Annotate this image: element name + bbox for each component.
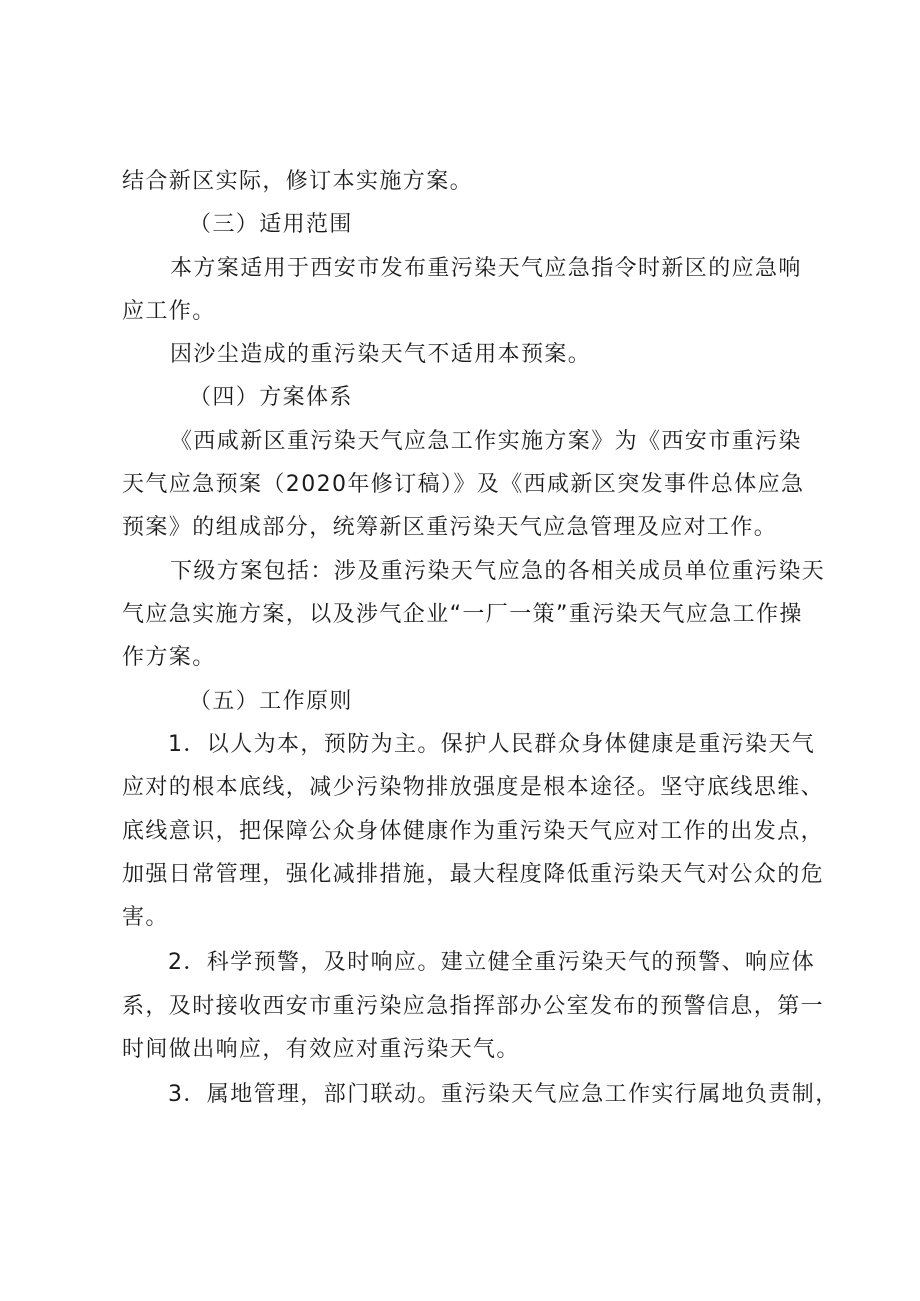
paragraph-line: 《西咸新区重污染天气应急工作实施方案》为《西安市重污染 [170,429,802,454]
paragraph-line: 害。 [122,905,169,930]
paragraph-line: 天气应急预案（2020年修订稿）》及《西咸新区突发事件总体应急 [122,472,805,497]
paragraph-line: 系，及时接收西安市重污染应急指挥部办公室发布的预警信息，第一 [122,994,825,1019]
section-heading-scope: （三）适用范围 [189,212,353,237]
paragraph-line: 下级方案包括：涉及重污染天气应急的各相关成员单位重污染天 [170,559,826,584]
paragraph-line: 时间做出响应，有效应对重污染天气。 [122,1037,520,1062]
paragraph-line: 作方案。 [122,645,216,670]
section-heading-system: （四）方案体系 [189,385,353,410]
paragraph-line: 本方案适用于西安市发布重污染天气应急指令时新区的应急响 [170,256,802,281]
paragraph-line: 3．属地管理，部门联动。重污染天气应急工作实行属地负责制， [168,1082,839,1107]
paragraph-line: 应工作。 [122,299,216,324]
paragraph-line: 加强日常管理，强化减排措施，最大程度降低重污染天气对公众的危 [122,862,825,887]
paragraph-line: 底线意识，把保障公众身体健康作为重污染天气应对工作的出发点， [122,819,825,844]
paragraph-line: 因沙尘造成的重污染天气不适用本预案。 [170,342,592,367]
paragraph-line: 应对的根本底线，减少污染物排放强度是根本途径。坚守底线思维、 [122,775,825,800]
paragraph-line: 预案》的组成部分，统筹新区重污染天气应急管理及应对工作。 [122,515,778,540]
paragraph-line: 2．科学预警，及时响应。建立健全重污染天气的预警、响应体 [168,950,816,975]
section-heading-principles: （五）工作原则 [189,689,353,714]
paragraph-line: 1．以人为本，预防为主。保护人民群众身体健康是重污染天气 [168,732,816,757]
paragraph-line: 结合新区实际，修订本实施方案。 [122,169,474,194]
paragraph-line: 气应急实施方案，以及涉气企业“一厂一策”重污染天气应急工作操 [122,602,803,627]
